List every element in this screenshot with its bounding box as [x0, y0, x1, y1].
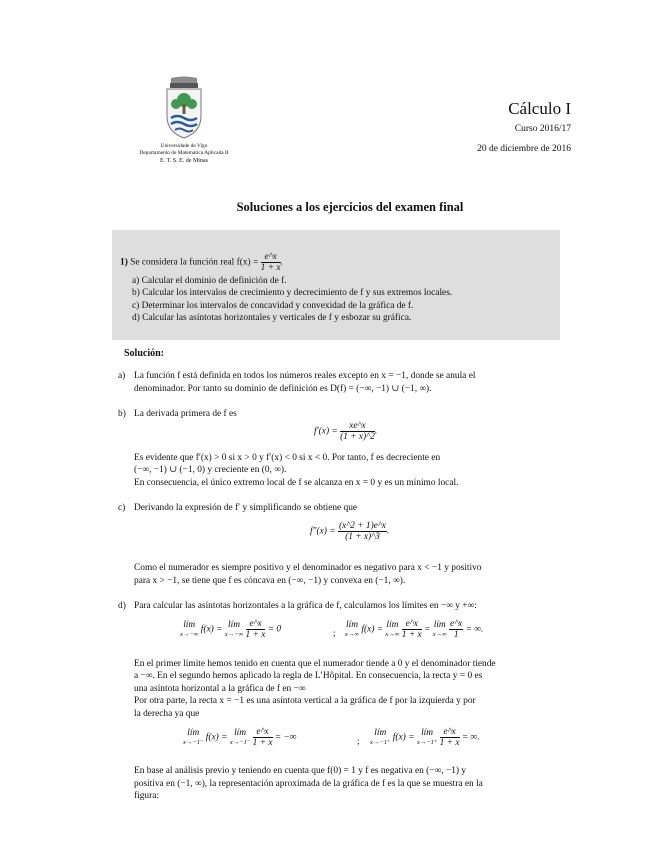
part-c-line-1: Como el numerador es siempre positivo y el denominador es negativo para x < −1 y positivo	[134, 563, 482, 573]
institution-university: Universidade de Vigo	[160, 143, 208, 149]
page-title: Soluciones a los ejercicios del examen final	[236, 200, 464, 214]
institution-block	[110, 143, 258, 165]
part-a-label: a)	[118, 371, 126, 381]
lim-numerator: e^x	[246, 619, 266, 630]
part-d-line-5: la derecha ya que	[134, 709, 200, 719]
limit-left-minus-one	[183, 727, 297, 748]
part-c-label: c)	[118, 503, 126, 513]
lim-result: = 0	[265, 624, 282, 635]
lim-denominator: 1 + x	[252, 738, 273, 748]
institution-department: Departamento de Matemática Aplicada II	[139, 150, 229, 157]
function-fraction	[261, 252, 281, 273]
lim-subscript: x→−1⁺	[370, 738, 391, 746]
lim-subscript: x→∞	[385, 630, 400, 638]
lim-subscript: x→−1⁻	[229, 738, 251, 746]
part-c-intro: Derivando la expresión de f′ y simplificando se obtiene que	[134, 503, 358, 513]
lim-denominator: 1 + x	[439, 738, 460, 748]
limit-separator: ;	[357, 737, 360, 747]
lim-fx: f(x) =	[392, 732, 417, 743]
exam-date: 20 de diciembre de 2016	[477, 144, 571, 154]
part-d-line-3: una asíntota horizontal a la gráfica de f en −∞	[134, 684, 306, 694]
lim-numerator: e^x	[402, 619, 422, 630]
exercise-item-c: c) Determinar los intervalos de concavidad y convexidad de la gráfica de f.	[132, 301, 414, 311]
university-seal-icon	[163, 76, 205, 140]
function-denominator: 1 + x	[260, 263, 281, 273]
lim-denominator: 1 + x	[401, 630, 422, 640]
lim-denominator: 1 + x	[245, 630, 266, 640]
limit-plus-infinity: lím x→∞ f(x) = lím x→∞ $\frac{e\^{}x}{1 + x}$ = lím x→∞ $\frac{e\^{}x}{1}$ = ∞.	[345, 619, 484, 640]
course-title: Cálculo I	[508, 99, 571, 118]
lim-denominator: 1	[453, 630, 459, 640]
lim-fx: f(x) =	[205, 732, 230, 743]
part-b-line-2: (−∞, −1) ∪ (−1, 0) y creciente en (0, ∞).	[134, 465, 287, 475]
part-b-formula-denominator: (1 + x)^2	[340, 432, 375, 442]
lim-fx: f(x) =	[361, 624, 386, 635]
part-d-line-4: Por otra parte, la recta x = −1 es una asíntota vertical a la gráfica de f por la izquierda y por	[134, 696, 476, 706]
lim-word: lím	[187, 727, 200, 738]
lim-subscript: x→−1⁻	[183, 738, 204, 746]
lim-word: lím	[183, 619, 196, 630]
part-a-line-2: denominador. Por tanto su dominio de definición es D(f) = (−∞, −1) ∪ (−1, ∞).	[134, 384, 432, 394]
part-b-line-1: Es evidente que f′(x) > 0 si x > 0 y f′(x) < 0 si x < 0. Por tanto, f es decreciente en	[134, 453, 441, 463]
lim-word: lím	[374, 727, 387, 738]
lim-fx: f(x) =	[200, 624, 225, 635]
part-d-line-2: a −∞. En el segundo hemos aplicado la regla de L’Hôpital. En consecuencia, la recta y = 0 es	[134, 671, 483, 681]
function-numerator: e^x	[261, 252, 281, 263]
exercise-item-d: d) Calcular las asíntotas horizontales y verticales de f y esbozar su gráfica.	[132, 313, 412, 323]
lim-subscript: x→−∞	[224, 630, 244, 638]
lim-word: lím	[227, 619, 240, 630]
part-b-formula-lhs: f′(x) =	[314, 426, 341, 437]
limit-right-minus-one	[370, 727, 480, 748]
limit-separator: ;	[333, 629, 336, 639]
solution-heading: Solución:	[124, 348, 165, 359]
lim-word: lím	[386, 619, 399, 630]
part-c-formula-numerator: (x^2 + 1)e^x	[338, 521, 386, 531]
part-c-formula-lhs: f″(x) =	[310, 526, 338, 537]
part-b-formula-numerator: xe^x	[340, 421, 375, 432]
institution-school: E. T. S. E. de Minas	[160, 157, 208, 164]
exercise-statement-text: Se considera la función real f(x) =	[130, 257, 261, 268]
part-c-line-2: para x > −1, se tiene que f es cóncava en (−∞, −1) y convexa en (−1, ∞).	[134, 576, 406, 586]
part-c-formula: f″(x) = $\frac{(x\^{}2 + 1)e\^{}x}{(1 + x)\^{}3}$ .	[310, 521, 390, 542]
exercise-item-b: b) Calcular los intervalos de crecimiento y decrecimiento de f y sus extremos locales.	[132, 288, 453, 298]
part-a-line-1: La función f está definida en todos los números reales excepto en x = −1, donde se anula el	[134, 371, 476, 381]
part-b-label: b)	[118, 409, 126, 419]
lim-subscript: x→∞	[432, 630, 447, 638]
part-b-formula: f′(x) = $\frac{xe\^{}x}{(1 + x)\^{}2}$ .	[314, 421, 378, 442]
lim-result: = −∞	[272, 732, 297, 743]
lim-word: lím	[421, 727, 434, 738]
course-year: Curso 2016/17	[514, 124, 571, 134]
lim-word: lím	[234, 727, 247, 738]
part-d-line-8: figura:	[134, 791, 159, 801]
lim-numerator: e^x	[450, 619, 463, 629]
part-b-line-3: En consecuencia, el único extremo local de f se alcanza en x = 0 y es un mínimo local.	[134, 478, 459, 488]
exercise-box	[112, 230, 560, 340]
limit-minus-infinity	[180, 619, 281, 640]
part-d-label: d)	[118, 601, 126, 611]
lim-subscript: x→∞	[345, 630, 360, 638]
exercise-number: 1)	[120, 257, 128, 268]
lim-word: lím	[433, 619, 446, 630]
lim-subscript: x→−∞	[180, 630, 199, 638]
lim-result: = ∞.	[459, 732, 480, 743]
part-c-formula-denominator: (1 + x)^3	[345, 532, 380, 542]
part-d-line-1: En el primer límite hemos tenido en cuenta que el numerador tiende a 0 y el denominador tiende	[134, 659, 496, 669]
part-b-intro: La derivada primera de f es	[134, 409, 237, 419]
lim-numerator: e^x	[253, 727, 273, 738]
lim-result: = ∞.	[463, 624, 484, 635]
lim-word: lím	[346, 619, 358, 630]
lim-numerator: e^x	[440, 727, 460, 738]
exercise-item-a: a) Calcular el dominio de definición de f.	[132, 276, 287, 286]
part-d-line-7: positiva en (−1, ∞), la representación aproximada de la gráfica de f es la que se muestra en la	[134, 779, 483, 789]
part-d-line-6: En base al análisis previo y teniendo en cuenta que f(0) = 1 y f es negativa en (−∞, −1) y	[134, 766, 467, 776]
lim-subscript: x→−1⁺	[416, 738, 438, 746]
exercise-statement: 1) Se considera la función real f(x) = $\frac{e\^{}x}{1 + x}$ .	[120, 252, 283, 273]
part-d-intro: Para calcular las asíntotas horizontales a la gráfica de f, calculamos los límites en −∞ y +∞:	[134, 601, 477, 611]
